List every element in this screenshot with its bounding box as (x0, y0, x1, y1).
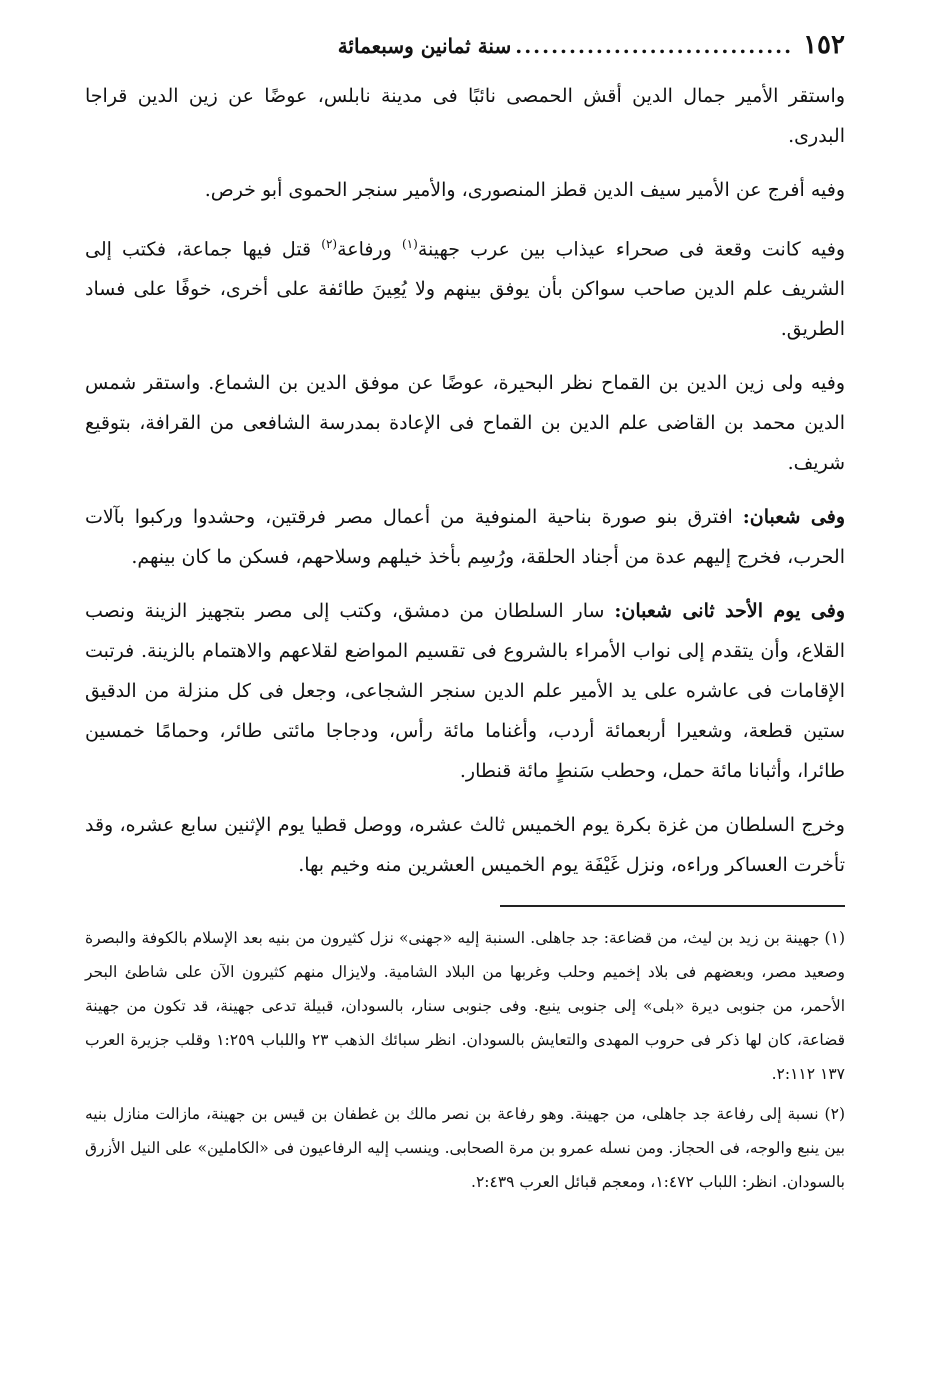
paragraph: وفيه ولى زين الدين بن القماح نظر البحيرة، عوضًا عن موفق الدين بن الشماع. واستقر شمس الدين محمد بن القاضى علم الدين بن القماح فى الإعادة بمدرسة الشافعى من القرافة، بتوقيع شريف. (85, 372, 845, 475)
running-title: سنة ثمانين وسبعمائة (337, 34, 512, 58)
paragraph-ahad (85, 591, 845, 791)
page-number: ١٥٢ (803, 30, 845, 60)
paragraph-arab-battle (85, 224, 845, 349)
running-header (85, 30, 845, 76)
footnote-2: (٢) نسبة إلى رفاعة جد جاهلى، من جهينة. وهو رفاعة بن نصر مالك بن غطفان بن قيس بن جهينة، مازالت منازل بنيه بين ينبع والوجه، فى الحجاز. ومن نسله عمرو بن مرة الصحابى. وينسب إليه الرفاعيون فى «الكاملين» على النيل الأزرق بالسودان. انظر: اللباب ١:٤٧٢، ومعجم قبائل العرب ٢:٤٣٩. (85, 1105, 845, 1192)
paragraph-lead: وفى يوم الأحد ثانى شعبان: (614, 600, 845, 623)
paragraph-part: ورفاعة (337, 238, 402, 261)
footnote-separator (500, 905, 845, 907)
paragraph-lead: وفى شعبان: (742, 506, 845, 529)
footnote-ref-2[interactable]: (٢) (321, 237, 338, 251)
paragraph: واستقر الأمير جمال الدين أقش الحمصى نائبًا فى مدينة نابلس، عوضًا عن زين الدين قراجا البدرى. (85, 85, 845, 147)
footnotes (85, 921, 845, 1199)
paragraph: وفيه أفرج عن الأمير سيف الدين قطز المنصورى، والأمير سنجر الحموى أبو خرص. (204, 179, 845, 201)
footnote-1: (١) جهينة بن زيد بن ليث، من قضاعة: جد جاهلى. السنبة إليه «جهنى» نزل كثيرون من بنيه بعد الإسلام بالكوفة والبصرة وصعيد مصر، وبعضهم فى بلاد إخميم وحلب وغربها من البلاد الشامية. ولايزال منهم كثيرون الآن على شاطئ البحر الأحمر، من جنوبى ديرة «بلى» إلى جنوبى ينبع. وفى جنوبى سنار، بالسودان، قبيلة تدعى جهينة، قد تكون من جهينة قضاعة، كان لها ذكر فى حروب المهدى والتعايش بالسودان. انظر سبائك الذهب ٢٣ واللباب ١:٢٥٩ وقلب جزيرة العرب ١٣٧ ٢:١١٢. (85, 929, 845, 1084)
footnote-ref-1[interactable]: (١) (401, 237, 418, 251)
paragraph-text: افترق بنو صورة بناحية المنوفية من أعمال مصر فرقتين، وحشدوا وركبوا بآلات الحرب، فخرج إليهم عدة من أجناد الحلقة، ورُسِم بأخذ خيلهم وسلاحهم، فسكن ما كان بينهم. (85, 506, 845, 569)
paragraph-part: وفيه كانت وقعة فى صحراء عيذاب بين عرب جهينة (417, 238, 845, 261)
main-text (85, 76, 845, 885)
paragraph-text: سار السلطان من دمشق، وكتب إلى مصر بتجهيز الزينة ونصب القلاع، وأن يتقدم إلى نواب الأمراء بالشروع فى تقسيم المواضع لقلاعهم والاهتمام بالزينة. فرتبت الإقامات فى عاشره على يد الأمير علم الدين سنجر الشجاعى، وجعل فى كل منزلة من الدقيق ستين قطعة، وشعيرا أربعمائة أردب، وأغناما مائة رأس، ودجاجا مائتى طائر، وحمامًا خمسين طائرا، وأثبانا مائة حمل، وحطب سَنطٍ مائة قنطار. (85, 600, 845, 783)
header-dots: ............................... (515, 34, 794, 58)
paragraph-part: قتل فيها جماعة، فكتب إلى الشريف علم الدين صاحب سواكن بأن يوفق بينهم ولا يُعِينَ طائفة على أخرى، خوفًا على فساد الطريق. (85, 238, 845, 341)
paragraph-shaban (85, 497, 845, 577)
paragraph: وخرج السلطان من غزة بكرة يوم الخميس ثالث عشره، ووصل قطيا يوم الإثنين سابع عشره، وقد تأخرت العساكر وراءه، ونزل غَيْفَة يوم الخميس العشرين منه وخيم بها. (85, 814, 845, 877)
